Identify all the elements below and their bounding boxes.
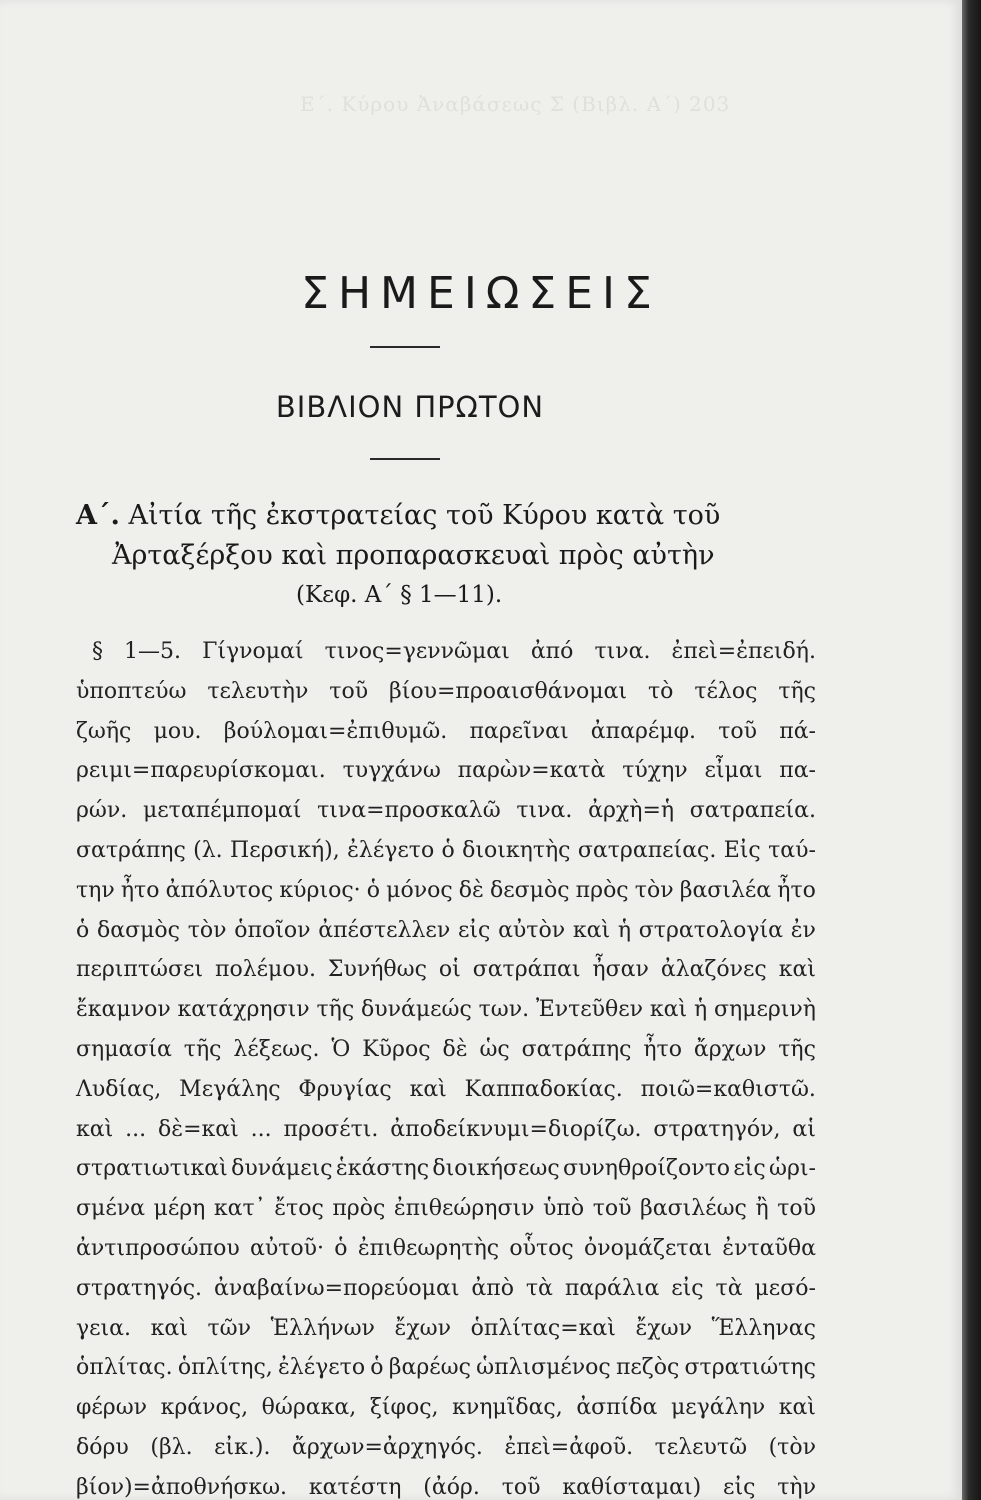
body-line: ζωῆς μου. βούλομαι=ἐπιθυμῶ. παρεῖναι ἀπαρέμφ. τοῦ πά-	[76, 718, 816, 744]
chapter-title-line-1: Αἰτία τῆς ἐκστρατείας τοῦ Κύρου κατὰ τοῦ	[128, 500, 721, 531]
divider-rule-bottom	[370, 458, 440, 460]
body-line: ἀντιπροσώπου αὐτοῦ· ὁ ἐπιθεωρητὴς οὗτος ὀνομάζεται ἐνταῦθα	[76, 1235, 816, 1261]
body-line: ὁ δασμὸς τὸν ὁποῖον ἀπέστελλεν εἰς αὐτὸν καὶ ἡ στρατολογία ἐν	[76, 917, 816, 943]
body-line: γεια. καὶ τῶν Ἑλλήνων ἔχων ὁπλίτας=καὶ ἔχων Ἕλληνας	[76, 1315, 816, 1341]
body-line: φέρων κράνος, θώρακα, ξίφος, κνημῖδας, ἀσπίδα μεγάλην καὶ	[76, 1395, 816, 1421]
body-line: ρειμι=παρευρίσκομαι. τυγχάνω παρὼν=κατὰ τύχην εἶμαι πα-	[76, 758, 816, 784]
body-line: σατράπης (λ. Περσική), ἐλέγετο ὁ διοικητὴς σατραπείας. Εἰς ταύ-	[76, 837, 816, 863]
body-line: περιπτώσει πολέμου. Συνήθως οἱ σατράπαι ἦσαν ἀλαζόνες καὶ	[76, 957, 816, 983]
body-line: § 1—5. Γίγνομαί τινος=γεννῶμαι ἀπό τινα. ἐπεὶ=ἐπειδή.	[92, 639, 816, 664]
body-line: στρατηγός. ἀναβαίνω=πορεύομαι ἀπὸ τὰ παράλια εἰς τὰ μεσό-	[76, 1275, 816, 1301]
book-title: ΒΙΒΛΙΟΝ ΠΡΩΤΟΝ	[275, 390, 545, 424]
body-line: ὑποπτεύω τελευτὴν τοῦ βίου=προαισθάνομαι τὸ τέλος τῆς	[76, 678, 816, 704]
bleed-through-running-head: Ε΄. Κύρου Ἀναβάσεως Σ (Βιβλ. Α΄) 203	[300, 92, 731, 116]
page-title: ΣΗΜΕΙΩΣΕΙΣ	[301, 268, 661, 319]
body-line: σμένα μέρη κατ᾽ ἔτος πρὸς ἐπιθεώρησιν ὑπὸ τοῦ βασιλέως ἢ τοῦ	[76, 1196, 816, 1222]
notes-body-text	[76, 632, 816, 1500]
body-line: Λυδίας, Μεγάλης Φρυγίας καὶ Καππαδοκίας. ποιῶ=καθιστῶ.	[76, 1076, 816, 1102]
body-line: βίον)=ἀποθνήσκω. κατέστη (ἀόρ. τοῦ καθίσταμαι) εἰς τὴν	[76, 1474, 816, 1500]
chapter-number: Α΄.	[76, 500, 120, 531]
page-edge-shadow	[962, 0, 981, 1500]
divider-rule-top	[370, 346, 440, 348]
chapter-heading-line-1	[76, 500, 720, 531]
body-line: ἔκαμνον κατάχρησιν τῆς δυνάμεώς των. Ἐντεῦθεν καὶ ἡ σημερινὴ	[76, 997, 816, 1023]
body-line: στρατιωτικαὶ δυνάμεις ἑκάστης διοικήσεως συνηθροίζοντο εἰς ὡρι-	[76, 1156, 816, 1182]
chapter-reference: (Κεφ. Α΄ § 1—11).	[296, 582, 503, 608]
body-line: ὁπλίτας. ὁπλίτης, ἐλέγετο ὁ βαρέως ὡπλισμένος πεζὸς στρατιώτης	[76, 1355, 816, 1381]
body-line: ρών. μεταπέμπομαί τινα=προσκαλῶ τινα. ἀρχὴ=ἡ σατραπεία.	[76, 798, 816, 824]
body-line: την ἦτο ἀπόλυτος κύριος· ὁ μόνος δὲ δεσμὸς πρὸς τὸν βασιλέα ἦτο	[76, 877, 816, 903]
body-line: καὶ ... δὲ=καὶ ... προσέτι. ἀποδείκνυμι=διορίζω. στρατηγόν, αἱ	[76, 1116, 816, 1142]
body-line: σημασία τῆς λέξεως. Ὁ Κῦρος δὲ ὡς σατράπης ἦτο ἄρχων τῆς	[76, 1036, 816, 1062]
chapter-heading-line-2: Ἀρταξέρξου καὶ προπαρασκευαὶ πρὸς αὐτὴν	[112, 540, 715, 571]
body-line: δόρυ (βλ. εἰκ.). ἄρχων=ἀρχηγός. ἐπεὶ=ἀφοῦ. τελευτῶ (τὸν	[76, 1434, 816, 1460]
